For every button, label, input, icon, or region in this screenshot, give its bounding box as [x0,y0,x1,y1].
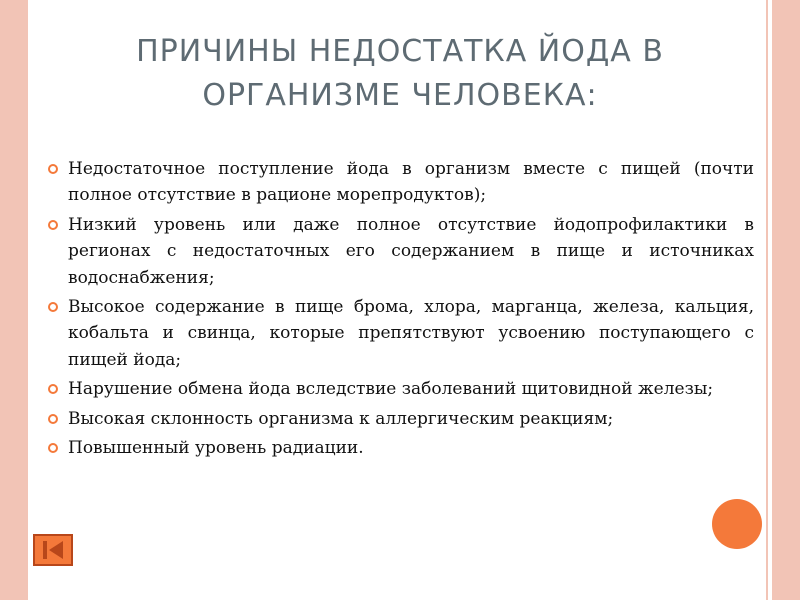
left-decorative-stripe [0,0,28,600]
bullet-icon [48,384,58,394]
slide-title [40,30,760,118]
bullet-text: Высокое содержание в пище брома, хлора, марганца, железа, кальция, кобальта и свинца, которые препятствуют усвоению поступающего с пищей йода; [68,297,754,370]
bullet-icon [48,443,58,453]
bullet-text: Высокая склонность организма к аллергическим реакциям; [68,408,614,429]
bullet-text: Повышенный уровень радиации. [68,438,364,459]
decorative-orange-circle [712,499,762,549]
right-decorative-line [766,0,768,600]
back-button[interactable] [33,534,73,566]
slide-title-line-1: ПРИЧИНЫ НЕДОСТАТКА ЙОДА В [136,34,664,69]
bullet-icon [48,220,58,230]
bullet-text: Низкий уровень или даже полное отсутствие йодопрофилактики в регионах с недостаточных его содержанием в пище и источниках водоснабжения; [68,214,754,288]
bullet-item [46,294,754,373]
bullet-item [46,156,754,209]
bullet-icon [48,302,58,312]
bullet-list [46,156,754,461]
bullet-icon [48,164,58,174]
back-arrow-icon [35,536,71,564]
bullet-item [46,406,754,432]
bullet-item [46,435,754,461]
bullet-item [46,212,754,291]
bullet-text: Недостаточное поступление йода в организм вместе с пищей (почти полное отсутствие в рационе морепродуктов); [68,159,754,206]
right-decorative-stripe [772,0,800,600]
bullet-text: Нарушение обмена йода вследствие заболеваний щитовидной железы; [68,379,714,400]
slide-title-line-2: ОРГАНИЗМЕ ЧЕЛОВЕКА: [202,78,598,113]
bullet-item [46,376,754,402]
bullet-icon [48,414,58,424]
slide-content [46,156,754,464]
